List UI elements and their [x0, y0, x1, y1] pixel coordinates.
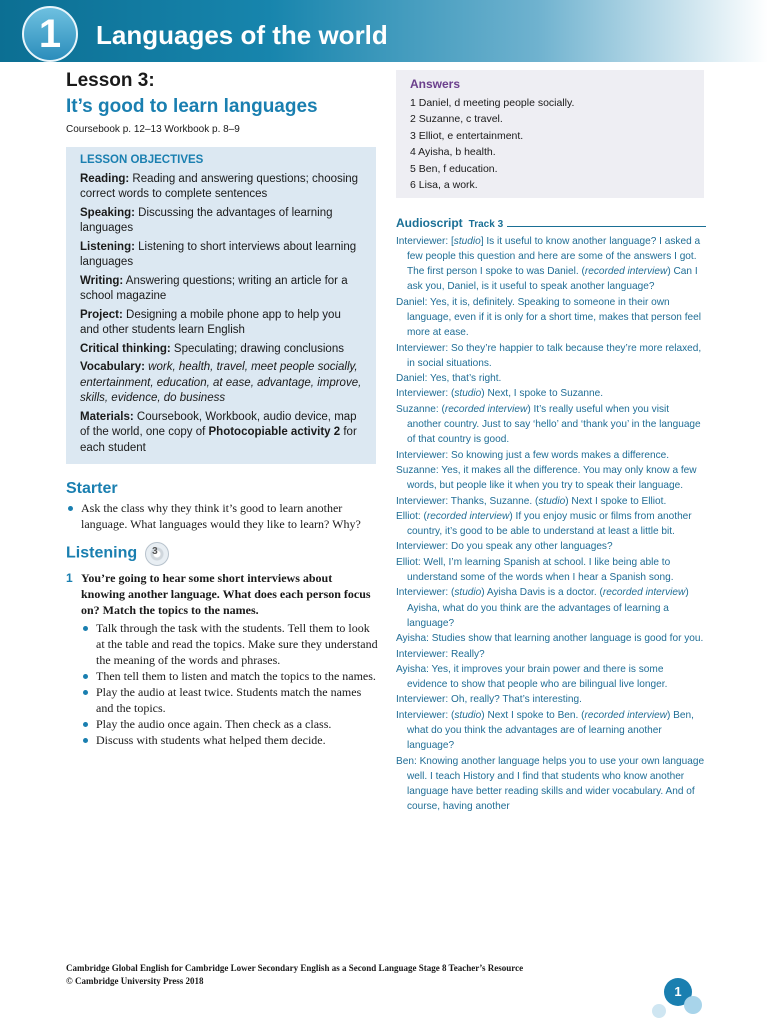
objective-label: Speaking: [80, 206, 135, 219]
script-text: ( [420, 510, 427, 522]
script-line [396, 295, 706, 341]
answer-item: 4 Ayisha, b health. [410, 146, 496, 158]
speaker-name: Suzanne: [396, 464, 439, 476]
objective-item [80, 240, 362, 271]
script-text: ] Is it useful to know another language? I asked a few people this question and here are some of the answers I got. The first person I spoke to was Daniel. ( [407, 235, 701, 278]
script-line [396, 662, 706, 693]
script-text: Do you speak any other languages? [448, 541, 613, 553]
script-text: ( [448, 388, 455, 400]
script-text: Yes, it makes all the difference. You may only know a few words, but people like it when you try to speak their language. [407, 464, 697, 492]
script-text: studio [454, 587, 482, 599]
lesson-number: Lesson 3: [66, 70, 155, 91]
script-text: studio [454, 709, 482, 721]
unit-number-badge: 1 [22, 6, 78, 62]
script-line [396, 754, 706, 815]
answers-heading: Answers [410, 77, 461, 91]
script-text: recorded interview [584, 266, 668, 278]
script-text: recorded interview [584, 709, 667, 721]
answers-box [396, 70, 704, 198]
script-text: Oh, really? That’s interesting. [448, 694, 582, 706]
speaker-name: Interviewer: [396, 449, 449, 461]
speaker-name: Elliot: [396, 510, 421, 522]
objectives-heading: LESSON OBJECTIVES [80, 154, 204, 166]
script-text: Yes, it improves your brain power and there is some evidence to show that people who are bilingual live longer. [407, 663, 668, 691]
script-text: ) Ben, what do you think the advantages are of learning another language? [407, 709, 694, 752]
script-line [396, 509, 706, 540]
objective-item [80, 172, 362, 203]
script-text: ) If you enjoy music or films from another country, it’s good to be able to understand at least a little bit. [407, 510, 692, 538]
script-text: ( [448, 587, 455, 599]
script-text: ) Ayisha Davis is a doctor. ( [481, 587, 603, 599]
script-line [396, 386, 706, 401]
script-text: Well, I’m learning Spanish at school. I like being able to understand some of the words when I hear a Spanish song. [407, 556, 674, 584]
script-line [396, 539, 706, 554]
script-text: recorded interview [602, 587, 686, 599]
speaker-name: Interviewer: [396, 709, 449, 721]
script-text: ) Next, I spoke to Suzanne. [481, 388, 604, 400]
script-text: [ [448, 235, 454, 247]
speaker-name: Ayisha: [396, 663, 429, 675]
script-text: studio [453, 235, 481, 247]
decor-bubble [652, 1004, 666, 1018]
audioscript-body [396, 234, 706, 815]
script-line [396, 371, 706, 386]
speaker-name: Daniel: [396, 296, 428, 308]
list-item: Play the audio once again. Then check as a class. [81, 716, 378, 732]
starter-list [66, 500, 378, 532]
script-line [396, 585, 706, 631]
task-instruction: You’re going to hear some short interviews about knowing another language. What does each person focus on? Match the topics to the names. [81, 571, 371, 617]
objective-item [80, 206, 362, 237]
objective-label: Materials: [80, 410, 134, 423]
script-text: studio [538, 495, 566, 507]
answer-item: 3 Elliot, e entertainment. [410, 129, 524, 142]
cd-track-number: 3 [152, 546, 158, 557]
speaker-name: Interviewer: [396, 541, 449, 553]
listening-heading: Listening [66, 544, 138, 562]
script-line [396, 708, 706, 754]
script-text: So knowing just a few words makes a difference. [448, 449, 670, 461]
script-text: Thanks, Suzanne. ( [448, 495, 539, 507]
objective-text: work, health, travel, meet people socially, entertainment, education, at ease, advantage, improve, skills, evidence, do business [80, 361, 362, 404]
script-text: recorded interview [426, 510, 510, 522]
speaker-name: Interviewer: [396, 587, 449, 599]
objective-label: Writing: [80, 274, 124, 287]
objective-text: Designing a mobile phone app to help you and other students learn English [80, 308, 341, 336]
speaker-name: Interviewer: [396, 694, 449, 706]
speaker-name: Ayisha: [396, 633, 429, 645]
objective-label: Listening: [80, 240, 135, 253]
script-line [396, 692, 706, 707]
script-line [396, 647, 706, 662]
script-text: Knowing another language helps you to use your own language well. I teach History and I find that students who know another language have better reading skills and wider vocabulary. And of course, having another [407, 755, 705, 813]
script-text: Yes, it is, definitely. Speaking to someone in their own language, even if it is only for a short time, makes that person feel more at ease. [407, 296, 701, 339]
script-line [396, 463, 706, 494]
audioscript-heading: Audioscript [396, 215, 463, 230]
objective-label: Vocabulary: [80, 361, 145, 373]
objective-item [80, 308, 362, 339]
task-steps [81, 620, 378, 748]
unit-title: Languages of the world [96, 20, 388, 50]
objective-text: Listening to short interviews about learning languages [80, 240, 357, 268]
objective-text: Reading and answering questions; choosing correct words to complete sentences [80, 172, 359, 200]
objective-text-bold: Photocopiable activity 2 [208, 426, 341, 438]
answer-item: 6 Lisa, a work. [410, 179, 478, 191]
script-text: Really? [448, 648, 485, 660]
answer-item: 1 Daniel, d meeting people socially. [410, 96, 575, 109]
audio-cd-icon[interactable] [145, 542, 169, 566]
script-line [396, 555, 706, 586]
script-line [396, 341, 706, 372]
objective-text: Answering questions; writing an article for a school magazine [80, 274, 348, 302]
answer-item: 5 Ben, f education. [410, 162, 498, 175]
script-line [396, 402, 706, 448]
footer-copyright: © Cambridge University Press 2018 [66, 976, 204, 986]
script-line [396, 631, 706, 646]
script-text: recorded interview [444, 403, 528, 415]
speaker-name: Interviewer: [396, 235, 449, 247]
decor-bubble [684, 996, 702, 1014]
script-text: ) Ayisha, what do you think are the advantages of learning a language? [407, 587, 689, 629]
right-column [396, 70, 706, 815]
script-line [396, 448, 706, 463]
script-text: ) Next I spoke to Ben. ( [481, 709, 585, 721]
speaker-name: Daniel: [396, 373, 428, 385]
objective-text: Coursebook, Workbook, audio device, map of the world, one copy of [80, 410, 357, 438]
track-label: Track 3 [468, 218, 504, 230]
objective-label: Critical thinking: [80, 342, 171, 355]
unit-banner [0, 0, 768, 62]
speaker-name: Interviewer: [396, 388, 449, 400]
heading-rule [507, 226, 706, 227]
left-column [66, 68, 378, 748]
objective-text: Discussing the advantages of learning languages [80, 206, 333, 234]
list-item: Talk through the task with the students. Tell them to look at the table and read the topics. Make sure they understand the meaning of the words and phrases. [81, 620, 378, 668]
footer-book-title: Cambridge Global English for Cambridge Lower Secondary English as a Second Language Stage 8 Teacher’s Resource [66, 963, 524, 973]
objective-item [80, 342, 362, 358]
lesson-title: It’s good to learn languages [66, 96, 318, 117]
objective-label: Reading: [80, 172, 130, 185]
lesson-objectives-box [66, 147, 376, 464]
speaker-name: Interviewer: [396, 648, 449, 660]
listening-task [66, 570, 378, 748]
script-text: So they’re happier to talk because they’re more relaxed, in social situations. [407, 342, 702, 369]
page-references: Coursebook p. 12–13 Workbook p. 8–9 [66, 124, 240, 135]
objective-item [80, 360, 362, 407]
speaker-name: Elliot: [396, 556, 421, 568]
script-text: Yes, that’s right. [427, 373, 502, 385]
objective-item [80, 410, 362, 457]
script-text: Studies show that learning another language is good for you. [428, 633, 704, 645]
listening-heading-row [66, 542, 378, 566]
speaker-name: Ben: [396, 755, 417, 767]
speaker-name: Interviewer: [396, 342, 449, 354]
objective-item [80, 274, 362, 305]
list-item: Discuss with students what helped them decide. [81, 732, 378, 748]
page-footer [66, 962, 523, 988]
script-text: studio [454, 388, 482, 400]
list-item: Ask the class why they think it’s good to learn another language. What languages would they like to learn? Why? [66, 500, 378, 532]
task-number: 1 [66, 571, 73, 585]
script-line [396, 494, 706, 509]
script-text: ) It’s really useful when you visit another country. Just to say ‘hello’ and ‘thank you’ in the language of that country is good. [407, 403, 701, 446]
starter-heading: Starter [66, 480, 118, 497]
script-text: ) Can I ask you, Daniel, is it useful to speak another language? [407, 266, 698, 293]
script-text: ( [448, 709, 455, 721]
script-line [396, 234, 706, 295]
answer-item: 2 Suzanne, c travel. [410, 113, 503, 125]
script-text: ( [438, 403, 445, 415]
speaker-name: Interviewer: [396, 495, 449, 507]
list-item: Play the audio at least twice. Students match the names and the topics. [81, 684, 378, 716]
objective-text: Speculating; drawing conclusions [170, 342, 344, 355]
script-text: ) Next I spoke to Elliot. [565, 495, 667, 507]
list-item: Then tell them to listen and match the topics to the names. [81, 668, 378, 684]
objective-text: for each student [80, 426, 357, 454]
audioscript-header [396, 216, 706, 230]
page-number: 1 [664, 978, 692, 1006]
speaker-name: Suzanne: [396, 403, 439, 415]
objective-label: Project: [80, 308, 123, 321]
